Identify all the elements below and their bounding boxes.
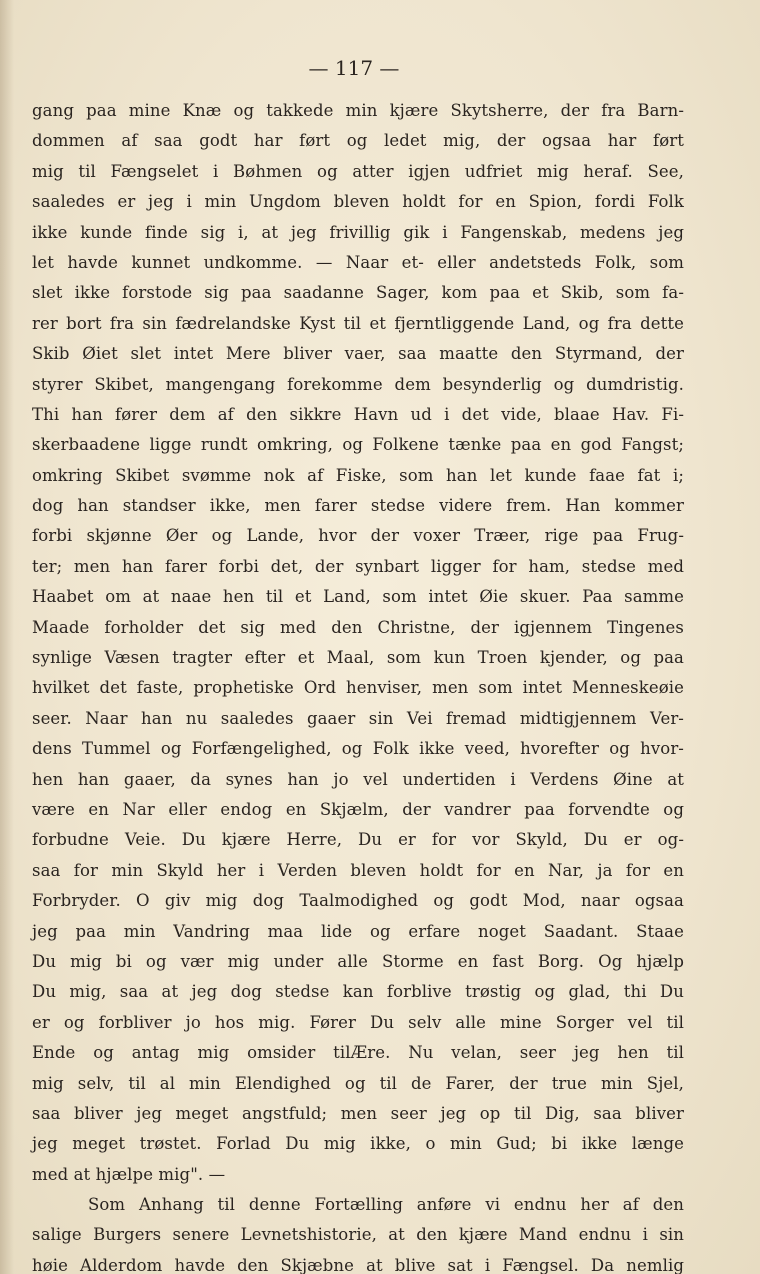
paragraph-start-line: Som Anhang til denne Fortælling anføre vi endnu her af den (88, 1195, 684, 1215)
text-line: skerbaadene ligge rundt omkring, og Folkene tænke paa en god Fangst; (32, 435, 684, 455)
text-line: Maade forholder det sig med den Christne, der igjennem Tingenes (32, 617, 684, 637)
text-line: hen han gaaer, da synes han jo vel undertiden i Verdens Øine at (32, 769, 684, 789)
text-line: jeg paa min Vandring maa lide og erfare noget Saadant. Staae (32, 921, 684, 941)
text-line: dens Tummel og Forfængelighed, og Folk ikke veed, hvorefter og hvor- (32, 739, 684, 759)
text-line: synlige Væsen tragter efter et Maal, som kun Troen kjender, og paa (32, 648, 684, 668)
text-line: styrer Skibet, mangengang forekomme dem besynderlig og dumdristig. (32, 374, 684, 394)
text-line: saa for min Skyld her i Verden bleven holdt for en Nar, ja for en (32, 860, 684, 880)
text-line: salige Burgers senere Levnetshistorie, at den kjære Mand endnu i sin (32, 1225, 684, 1245)
text-line: jeg meget trøstet. Forlad Du mig ikke, o min Gud; bi ikke længe (32, 1134, 684, 1154)
text-line: er og forbliver jo hos mig. Fører Du selv alle mine Sorger vel til (32, 1012, 684, 1032)
text-line: Ende og antag mig omsider tilÆre. Nu velan, seer jeg hen til (32, 1043, 684, 1063)
text-line: omkring Skibet svømme nok af Fiske, som han let kunde faae fat i; (32, 465, 684, 485)
text-line: slet ikke forstode sig paa saadanne Sager, kom paa et Skib, som fa- (32, 283, 684, 303)
text-line: ter; men han farer forbi det, der synbart ligger for ham, stedse med (32, 556, 684, 576)
page-number: — 117 — (308, 56, 400, 80)
text-line: hvilket det faste, prophetiske Ord henviser, men som intet Menneskeøie (32, 678, 684, 698)
text-line: høie Alderdom havde den Skjæbne at blive sat i Fængsel. Da nemlig (32, 1255, 684, 1274)
text-line: gang paa mine Knæ og takkede min kjære Skytsherre, der fra Barn- (32, 101, 684, 120)
text-line: forbi skjønne Øer og Lande, hvor der voxer Træer, rige paa Frug- (32, 526, 684, 546)
body-text (32, 96, 684, 1274)
text-line: Du mig, saa at jeg dog stedse kan forblive trøstig og glad, thi Du (32, 982, 684, 1002)
text-line: Forbryder. O giv mig dog Taalmodighed og godt Mod, naar ogsaa (32, 891, 684, 911)
text-line: let havde kunnet undkomme. — Naar et- eller andetsteds Folk, som (32, 252, 684, 272)
text-line: seer. Naar han nu saaledes gaaer sin Vei fremad midtigjennem Ver- (32, 708, 684, 728)
text-line: mig selv, til al min Elendighed og til de Farer, der true min Sjel, (32, 1073, 684, 1093)
text-line: være en Nar eller endog en Skjælm, der vandrer paa forvendte og (32, 799, 684, 819)
text-line: Du mig bi og vær mig under alle Storme en fast Borg. Og hjælp (32, 951, 684, 971)
text-line: rer bort fra sin fædrelandske Kyst til et fjerntliggende Land, og fra dette (32, 313, 684, 333)
text-line: forbudne Veie. Du kjære Herre, Du er for vor Skyld, Du er og- (32, 830, 684, 850)
text-line: dog han standser ikke, men farer stedse videre frem. Han kommer (32, 496, 684, 516)
text-line: saaledes er jeg i min Ungdom bleven holdt for en Spion, fordi Folk (32, 192, 684, 212)
text-line: saa bliver jeg meget angstfuld; men seer jeg op til Dig, saa bliver (32, 1103, 684, 1123)
text-line: dommen af saa godt har ført og ledet mig, der ogsaa har ført (32, 131, 684, 151)
text-line: med at hjælpe mig". — (32, 1164, 226, 1184)
page-edge-shadow (0, 0, 14, 1274)
text-line: Skib Øiet slet intet Mere bliver vaer, saa maatte den Styrmand, der (32, 344, 684, 364)
text-line: Thi han fører dem af den sikkre Havn ud i det vide, blaae Hav. Fi- (32, 404, 684, 424)
text-line: Haabet om at naae hen til et Land, som intet Øie skuer. Paa samme (32, 587, 684, 607)
text-line: ikke kunde finde sig i, at jeg frivillig gik i Fangenskab, medens jeg (32, 222, 684, 242)
text-line: mig til Fængselet i Bøhmen og atter igjen udfriet mig heraf. See, (32, 161, 684, 181)
